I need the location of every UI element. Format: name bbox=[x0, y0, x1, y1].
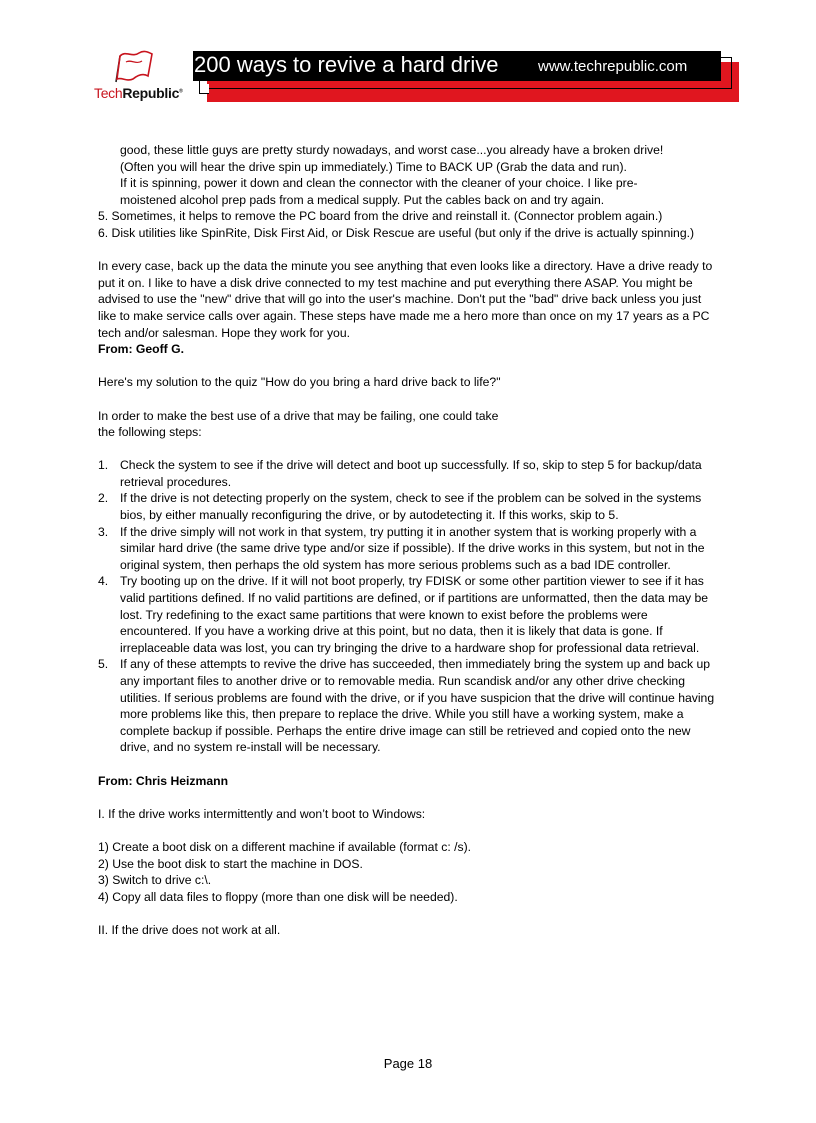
numbered-line: 2) Use the boot disk to start the machine in DOS. bbox=[98, 856, 363, 871]
list-item: 1. Check the system to see if the drive will detect and boot up successfully. If so, skip to step 5 for backup/data retrieval procedures. bbox=[98, 458, 702, 489]
section-heading-1: I. If the drive works intermittently and won’t boot to Windows: bbox=[98, 806, 426, 821]
closing-paragraph: In every case, back up the data the minute you see anything that even looks like a directory. Have a drive ready to put it on. I like to have a disk drive connected to my test machine and put everything there ASAP. You might be advised to use the "new" drive that will go into the user's machine. Don't put the "bad" drive back unless you just like to make service calls over again. These steps have made me a hero more than once on my 17 years as a PC tech and/or salesman. Hope they work for you. bbox=[98, 259, 713, 340]
intro-line: If it is spinning, power it down and clean the connector with the cleaner of your choice. I like pre- bbox=[120, 176, 638, 191]
document-body bbox=[98, 142, 720, 939]
intro-item-5: 5. Sometimes, it helps to remove the PC board from the drive and reinstall it. (Connector problem again.) bbox=[98, 209, 663, 224]
intro-line: moistened alcohol prep pads from a medical supply. Put the cables back on and try again. bbox=[120, 192, 605, 207]
author-geoff: From: Geoff G. bbox=[98, 342, 184, 357]
numbered-line: 4) Copy all data files to floppy (more than one disk will be needed). bbox=[98, 889, 458, 904]
techrepublic-logo bbox=[94, 48, 186, 106]
banner-notch bbox=[199, 84, 209, 94]
site-url: www.techrepublic.com bbox=[538, 58, 688, 75]
intro-line: (Often you will hear the drive spin up immediately.) Time to BACK UP (Grab the data and run). bbox=[120, 159, 627, 174]
page-number: Page 18 bbox=[383, 1056, 433, 1071]
steps-list bbox=[98, 457, 720, 756]
document-title: 200 ways to revive a hard drive bbox=[194, 52, 499, 77]
list-item: 4. Try booting up on the drive. If it will not boot properly, try FDISK or some other partition viewer to see if it has valid partitions defined. If no valid partitions are defined, or if partitions are unformatted, then the data may be lost. Try redefining to the exact same partitions that were known to exist before the problems were encountered. If you have a working drive at this point, but no data, then it is likely that data is gone. If irreplaceable data was lost, you can try bringing the drive to a hardware shop for professional data retrieval. bbox=[98, 574, 709, 655]
steps-intro: In order to make the best use of a drive that may be failing, one could take the following steps: bbox=[98, 408, 499, 440]
numbered-line: 3) Switch to drive c:\. bbox=[98, 873, 212, 888]
list-item: 5. If any of these attempts to revive the drive has succeeded, then immediately bring the system up and back up any important files to another drive or to removable media. Run scandisk and/or any other drive checking utilities. If serious problems are found with the drive, or if you have suspicion that the drive will continue having more problems like this, then prepare to replace the drive. While you still have a working system, make a complete backup if possible. Perhaps the entire drive image can still be retrieved and copied onto the new drive, and no system re-install will be necessary. bbox=[98, 657, 715, 755]
list-item: 3. If the drive simply will not work in that system, try putting it in another system that is working properly with a similar hard drive (the same drive type and/or size if possible). If the drive works in this system, but not in the original system, then perhaps the old system has more serious problems such as a bad IDE controller. bbox=[98, 524, 705, 572]
author-chris: From: Chris Heizmann bbox=[98, 773, 229, 788]
list-item: 2. If the drive is not detecting properly on the system, check to see if the problem can be solved in the systems bios, by either manually reconfiguring the drive, or by autodetecting it. If this works, skip to 5. bbox=[98, 491, 702, 523]
numbered-line: 1) Create a boot disk on a different machine if available (format c: /s). bbox=[98, 839, 472, 854]
section-heading-2: II. If the drive does not work at all. bbox=[98, 922, 281, 937]
flag-icon bbox=[112, 48, 158, 86]
logo-wordmark: TechRepublic® bbox=[94, 85, 183, 101]
intro-line: good, these little guys are pretty sturdy nowadays, and worst case...you already have a broken drive! bbox=[120, 143, 664, 157]
quiz-line: Here's my solution to the quiz "How do you bring a hard drive back to life?" bbox=[98, 375, 501, 390]
intro-item-6: 6. Disk utilities like SpinRite, Disk First Aid, or Disk Rescue are useful (but only if the drive is actually spinning.) bbox=[98, 225, 695, 240]
